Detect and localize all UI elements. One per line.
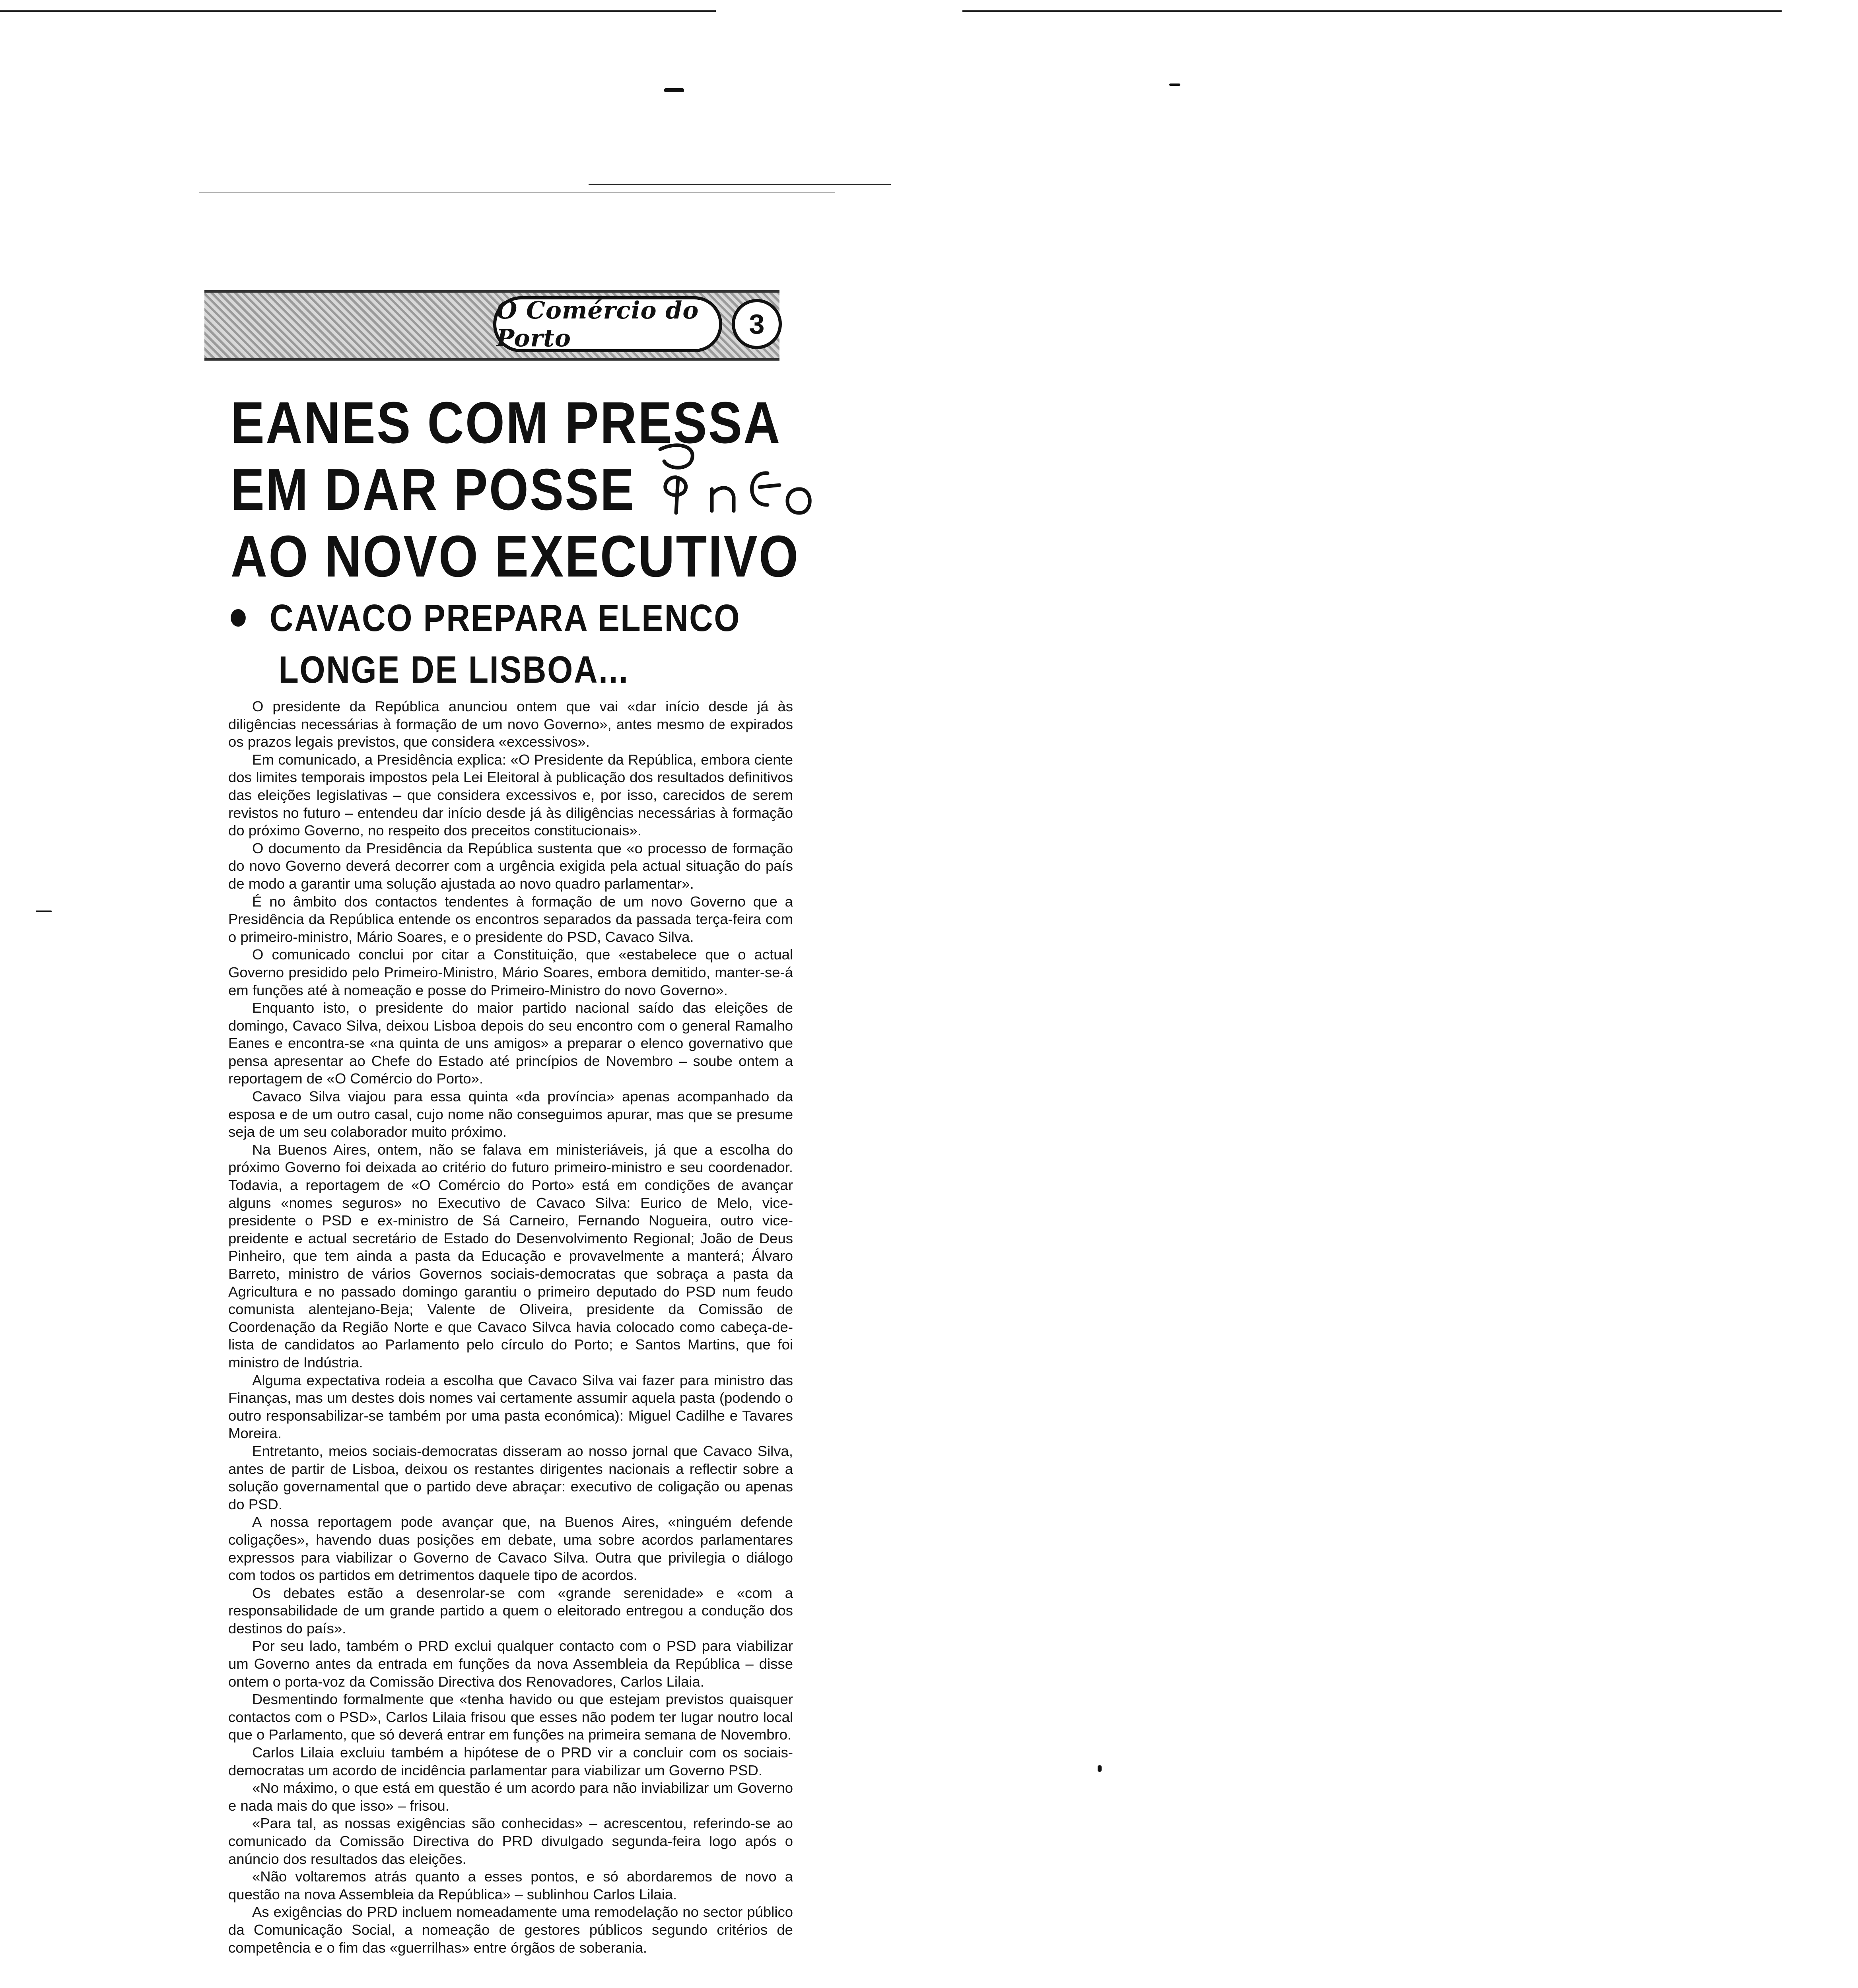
article-body [228,698,793,1957]
article-paragraph: Enquanto isto, o presidente do maior partido nacional saído das eleições de domingo, Cavaco Silva, deixou Lisboa depois do seu encontro com o general Ramalho Eanes e encontra-se «na quinta de uns amigos» a preparar o elenco governativo que pensa apresentar ao Chefe do Estado até princípios de Novembro – soube ontem a reportagem de «O Comércio do Porto». [228,1000,793,1087]
scan-line [962,10,1782,12]
article-paragraph: Carlos Lilaia excluiu também a hipótese de o PRD vir a concluir com os sociais-democratas um acordo de incidência parlamentar para viabilizar um Governo PSD. [228,1744,793,1778]
handwritten-annotation [652,441,819,517]
article-paragraph: «Para tal, as nossas exigências são conhecidas» – acrescentou, referindo-se ao comunicado da Comissão Directiva do PRD divulgado segunda-feira logo após o anúncio dos resultados das eleições. [228,1815,793,1867]
article-paragraph: O presidente da República anunciou ontem que vai «dar início desde já às diligências necessárias à formação de um novo Governo», antes mesmo de expirados os prazos legais previstos, que considera «excessivos». [228,698,793,750]
article-paragraph: É no âmbito dos contactos tendentes à formação de um novo Governo que a Presidência da República entende os encontros separados da passada terça-feira com o primeiro-ministro, Mário Soares, e o presidente do PSD, Cavaco Silva. [228,893,793,945]
article-paragraph: O documento da Presidência da República sustenta que «o processo de formação do novo Governo deverá decorrer com a urgência exigida pela actual situação do país de modo a garantir uma solução ajustada ao novo quadro parlamentar». [228,840,793,892]
article-paragraph: Alguma expectativa rodeia a escolha que Cavaco Silva vai fazer para ministro das Finanças, mas um destes dois nomes vai certamente assumir aquela pasta (podendo o outro responsabilizar-se também por uma pasta económica): Miguel Cadilhe e Tavares Moreira. [228,1372,793,1442]
article-paragraph: Cavaco Silva viajou para essa quinta «da província» apenas acompanhado da esposa e de um outro casal, cujo nome não conseguimos apurar, mas que se presume seja de um seu colaborador muito próximo. [228,1088,793,1140]
scan-speck [1169,83,1180,86]
subheadline-line-1: CAVACO PREPARA ELENCO [270,597,741,639]
article-paragraph: Desmentindo formalmente que «tenha havido ou que estejam previstos quaisquer contactos com o PSD», Carlos Lilaia frisou que esses não podem ter lugar noutro local que o Parlamento, que só deverá entrar em funções na primeira semana de Novembro. [228,1691,793,1743]
scan-line [199,192,835,193]
scan-speck [36,911,52,912]
article-paragraph: O comunicado conclui por citar a Constituição, que «estabelece que o actual Governo presidido pelo Primeiro-Ministro, Mário Soares, embora demitido, manter-se-á em funções até à nomeação e posse do Primeiro-Ministro do novo Governo». [228,946,793,998]
article-paragraph: Por seu lado, também o PRD exclui qualquer contacto com o PSD para viabilizar um Governo antes da entrada em funções da nova Assembleia da República – disse ontem o porta-voz da Comissão Directiva dos Renovadores, Carlos Lilaia. [228,1638,793,1690]
article-paragraph: Entretanto, meios sociais-democratas disseram ao nosso jornal que Cavaco Silva, antes de partir de Lisboa, deixou os restantes dirigentes nacionais a reflectir sobre a solução governamental que o partido deve abraçar: executivo de coligação ou apenas do PSD. [228,1442,793,1512]
scan-speck [1098,1765,1102,1772]
headline [231,390,800,590]
scan-speck [664,88,684,92]
newspaper-masthead: O Comércio do Porto [493,296,722,352]
article-paragraph: «Não voltaremos atrás quanto a esses pontos, e só abordaremos de novo a questão na nova Assembleia da República» – sublinhou Carlos Lilaia. [228,1868,793,1903]
headline-line-1: EANES COM PRESSA [231,390,781,456]
article-paragraph: «No máximo, o que está em questão é um acordo para não inviabilizar um Governo e nada mais do que isso» – frisou. [228,1780,793,1814]
headline-line-3: AO NOVO EXECUTIVO [231,524,800,589]
article-paragraph: Os debates estão a desenrolar-se com «grande serenidade» e «com a responsabilidade de um grande partido a quem o eleitorado entregou a condução dos destinos do país». [228,1584,793,1637]
scan-line [0,10,716,12]
scan-line [589,184,891,185]
subheadline [231,592,744,696]
headline-line-2: EM DAR POSSE [231,457,636,522]
subheadline-line-2: LONGE DE LISBOA... [278,648,629,691]
article-paragraph: A nossa reportagem pode avançar que, na Buenos Aires, «ninguém defende coligações», havendo duas posições em debate, uma sobre acordos parlamentares expressos para viabilizar o Governo de Cavaco Silva. Outra que privilegia o diálogo com todos os partidos em detrimentos daquele tipo de acordos. [228,1514,793,1584]
page-number: 3 [732,299,782,349]
article-paragraph: Na Buenos Aires, ontem, não se falava em ministeriáveis, já que a escolha do próximo Governo foi deixada ao critério do futuro primeiro-ministro e seu coordenador. Todavia, a reportagem de «O Comércio do Porto» está em condições de avançar alguns «nomes seguros» no Executivo de Cavaco Silva: Eurico de Melo, vice-presidente o PSD e ex-ministro de Sá Carneiro, Fernando Nogueira, outro vice-preidente e actual secretário de Estado do Desenvolvimento Regional; João de Deus Pinheiro, que tem ainda a pasta da Educação e provavelmente a manterá; Álvaro Barreto, ministro de vários Governos sociais-democratas que sobraça a pasta da Agricultura e no passado domingo garantiu o primeiro deputado do PSD num feudo comunista alentejano-Beja; Valente de Oliveira, presidente da Comissão de Coordenação da Região Norte e que Cavaco Silvca havia colocado como cabeça-de-lista de candidatos ao Parlamento pelo círculo do Porto; e Santos Martins, que foi ministro de Indústria. [228,1141,793,1371]
article-paragraph: Em comunicado, a Presidência explica: «O Presidente da República, embora ciente dos limites temporais impostos pela Lei Eleitoral à publicação dos resultados definitivos das eleições legislativas – que considera excessivos e, por isso, carecidos de serem revistos no futuro – entendeu dar início desde já às diligências necessárias à formação do próximo Governo, no respeito dos preceitos constitucionais». [228,751,793,839]
article-paragraph: As exigências do PRD incluem nomeadamente uma remodelação no sector público da Comunicação Social, a nomeação de gestores públicos segundo critérios de competência e o fim das «guerrilhas» entre órgãos de soberania. [228,1904,793,1956]
bullet-icon [231,609,246,627]
